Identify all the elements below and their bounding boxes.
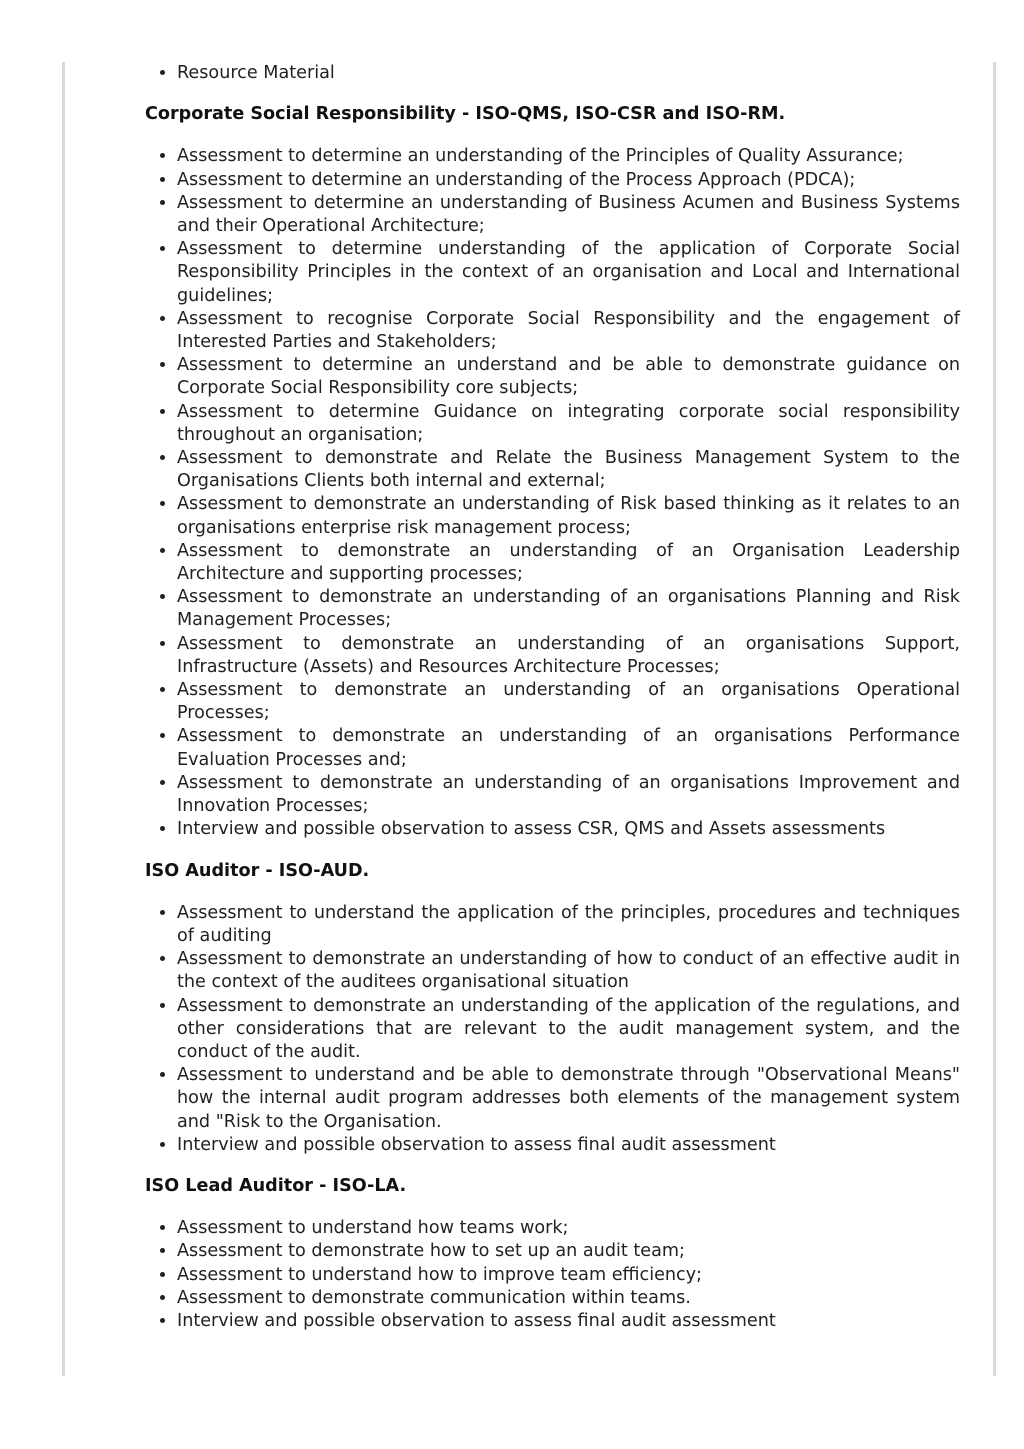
section-heading-auditor: ISO Auditor - ISO-AUD. <box>145 860 370 881</box>
document-content <box>145 62 960 1333</box>
list-item: • Assessment to demonstrate an understanding of an organisations Performance Evaluation Processes and; <box>177 725 960 771</box>
list-item: • Assessment to demonstrate communication within teams. <box>177 1287 960 1310</box>
section-heading-lead-auditor: ISO Lead Auditor - ISO-LA. <box>145 1175 407 1196</box>
list-item: • Assessment to determine understanding of the application of Corporate Social Responsibility Principles in the context of an organisation and Local and International guidelines; <box>177 238 960 308</box>
list-item: • Interview and possible observation to assess CSR, QMS and Assets assessments <box>177 818 960 841</box>
list-item: • Assessment to understand how teams work; <box>177 1217 960 1240</box>
list-item: • Assessment to demonstrate an understanding of an Organisation Leadership Architecture and supporting processes; <box>177 540 960 586</box>
list-item: • Assessment to determine an understanding of the Process Approach (PDCA); <box>177 169 960 192</box>
list-item: • Assessment to understand how to improve team efficiency; <box>177 1264 960 1287</box>
list-item: • Assessment to determine an understand and be able to demonstrate guidance on Corporate Social Responsibility core subjects; <box>177 354 960 400</box>
list-item: • Assessment to determine an understanding of Business Acumen and Business Systems and their Operational Architecture; <box>177 192 960 238</box>
lead-auditor-list <box>145 1217 960 1333</box>
intro-list <box>145 62 960 85</box>
list-item: • Assessment to demonstrate an understanding of an organisations Planning and Risk Management Processes; <box>177 586 960 632</box>
csr-list <box>145 145 960 841</box>
list-item: • Assessment to demonstrate and Relate the Business Management System to the Organisations Clients both internal and external; <box>177 447 960 493</box>
list-item: • Assessment to demonstrate an understanding of the application of the regulations, and other considerations that are relevant to the audit management system, and the conduct of the audit. <box>177 995 960 1065</box>
auditor-list <box>145 902 960 1157</box>
list-item: • Interview and possible observation to assess final audit assessment <box>177 1310 960 1333</box>
section-heading-csr: Corporate Social Responsibility - ISO-QMS, ISO-CSR and ISO-RM. <box>145 104 786 125</box>
list-item: • Resource Material <box>177 62 960 85</box>
list-item: • Interview and possible observation to assess final audit assessment <box>177 1134 960 1157</box>
list-item: • Assessment to understand the application of the principles, procedures and techniques of auditing <box>177 902 960 948</box>
list-item: • Assessment to demonstrate an understanding of an organisations Improvement and Innovation Processes; <box>177 772 960 818</box>
list-item: • Assessment to demonstrate an understanding of Risk based thinking as it relates to an organisations enterprise risk management process; <box>177 493 960 539</box>
list-item: • Assessment to demonstrate an understanding of how to conduct of an effective audit in the context of the auditees organisational situation <box>177 948 960 994</box>
list-item: • Assessment to demonstrate an understanding of an organisations Operational Processes; <box>177 679 960 725</box>
list-item: • Assessment to determine an understanding of the Principles of Quality Assurance; <box>177 145 960 168</box>
list-item: • Assessment to demonstrate how to set up an audit team; <box>177 1240 960 1263</box>
list-item: • Assessment to determine Guidance on integrating corporate social responsibility throughout an organisation; <box>177 401 960 447</box>
list-item: • Assessment to demonstrate an understanding of an organisations Support, Infrastructure (Assets) and Resources Architecture Processes; <box>177 633 960 679</box>
list-item: • Assessment to recognise Corporate Social Responsibility and the engagement of Interested Parties and Stakeholders; <box>177 308 960 354</box>
list-item: • Assessment to understand and be able to demonstrate through "Observational Means" how the internal audit program addresses both elements of the management system and "Risk to the Organisation. <box>177 1064 960 1134</box>
